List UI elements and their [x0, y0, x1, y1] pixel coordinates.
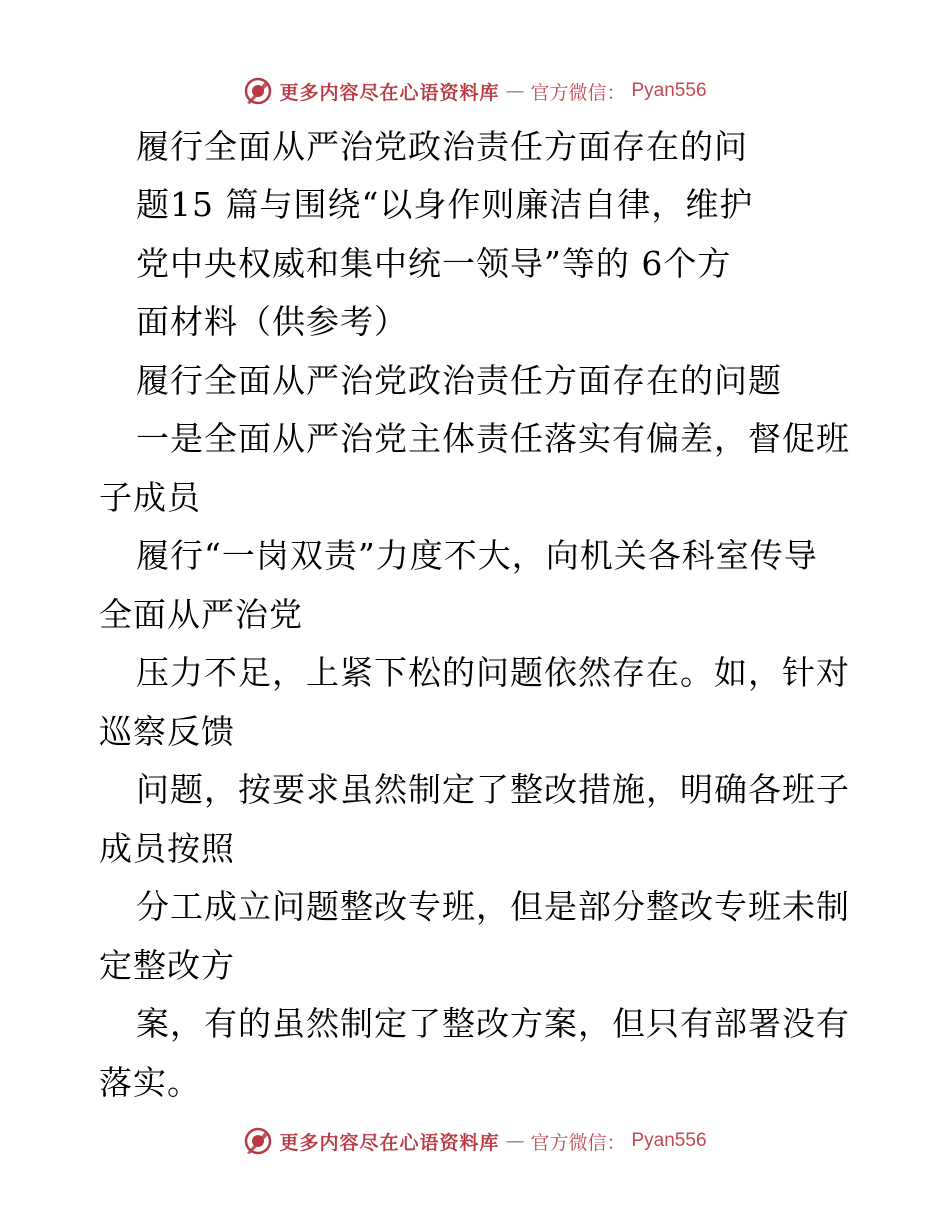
- title-line: 题15 篇与围绕“以身作则廉洁自律，维护: [136, 185, 754, 224]
- body-line: 定整改方: [99, 946, 235, 985]
- body-line: 全面从严治党: [99, 595, 303, 634]
- quill-seal-icon: [243, 76, 273, 106]
- body-line: 落实。: [99, 1063, 201, 1102]
- watermark-title: 更多内容尽在心语资料库: [279, 81, 500, 104]
- watermark-separator: —: [505, 80, 525, 102]
- title-line: 党中央权威和集中统一领导”等的 6个方: [136, 244, 732, 283]
- watermark-wechat-label: 官方微信：: [530, 81, 626, 104]
- body-line: 一是全面从严治党主体责任落实有偏差，督促班: [136, 419, 850, 458]
- title-line: 面材料（供参考）: [136, 302, 408, 341]
- body-line: 案，有的虽然制定了整改方案，但只有部署没有: [136, 1004, 850, 1043]
- body-line: 巡察反馈: [99, 712, 235, 751]
- watermark-wechat-label: 官方微信：: [530, 1131, 626, 1154]
- footer-watermark: [0, 1121, 950, 1161]
- body-line: 子成员: [99, 478, 201, 517]
- header-watermark: [0, 71, 950, 111]
- body-line: 问题，按要求虽然制定了整改措施，明确各班子: [136, 770, 850, 809]
- watermark-wechat-id: Pyan556: [631, 80, 707, 101]
- watermark-wechat-id: Pyan556: [631, 1130, 707, 1151]
- watermark-title: 更多内容尽在心语资料库: [279, 1131, 500, 1154]
- watermark-separator: —: [505, 1130, 525, 1152]
- title-line: 履行全面从严治党政治责任方面存在的问: [136, 127, 748, 166]
- body-line: 分工成立问题整改专班，但是部分整改专班未制: [136, 887, 850, 926]
- body-line: 履行“一岗双责”力度不大，向机关各科室传导: [136, 536, 818, 575]
- body-line: 压力不足，上紧下松的问题依然存在。如，针对: [136, 653, 850, 692]
- body-line: 成员按照: [99, 829, 235, 868]
- quill-seal-icon: [243, 1126, 273, 1156]
- section-heading: 履行全面从严治党政治责任方面存在的问题: [136, 361, 782, 400]
